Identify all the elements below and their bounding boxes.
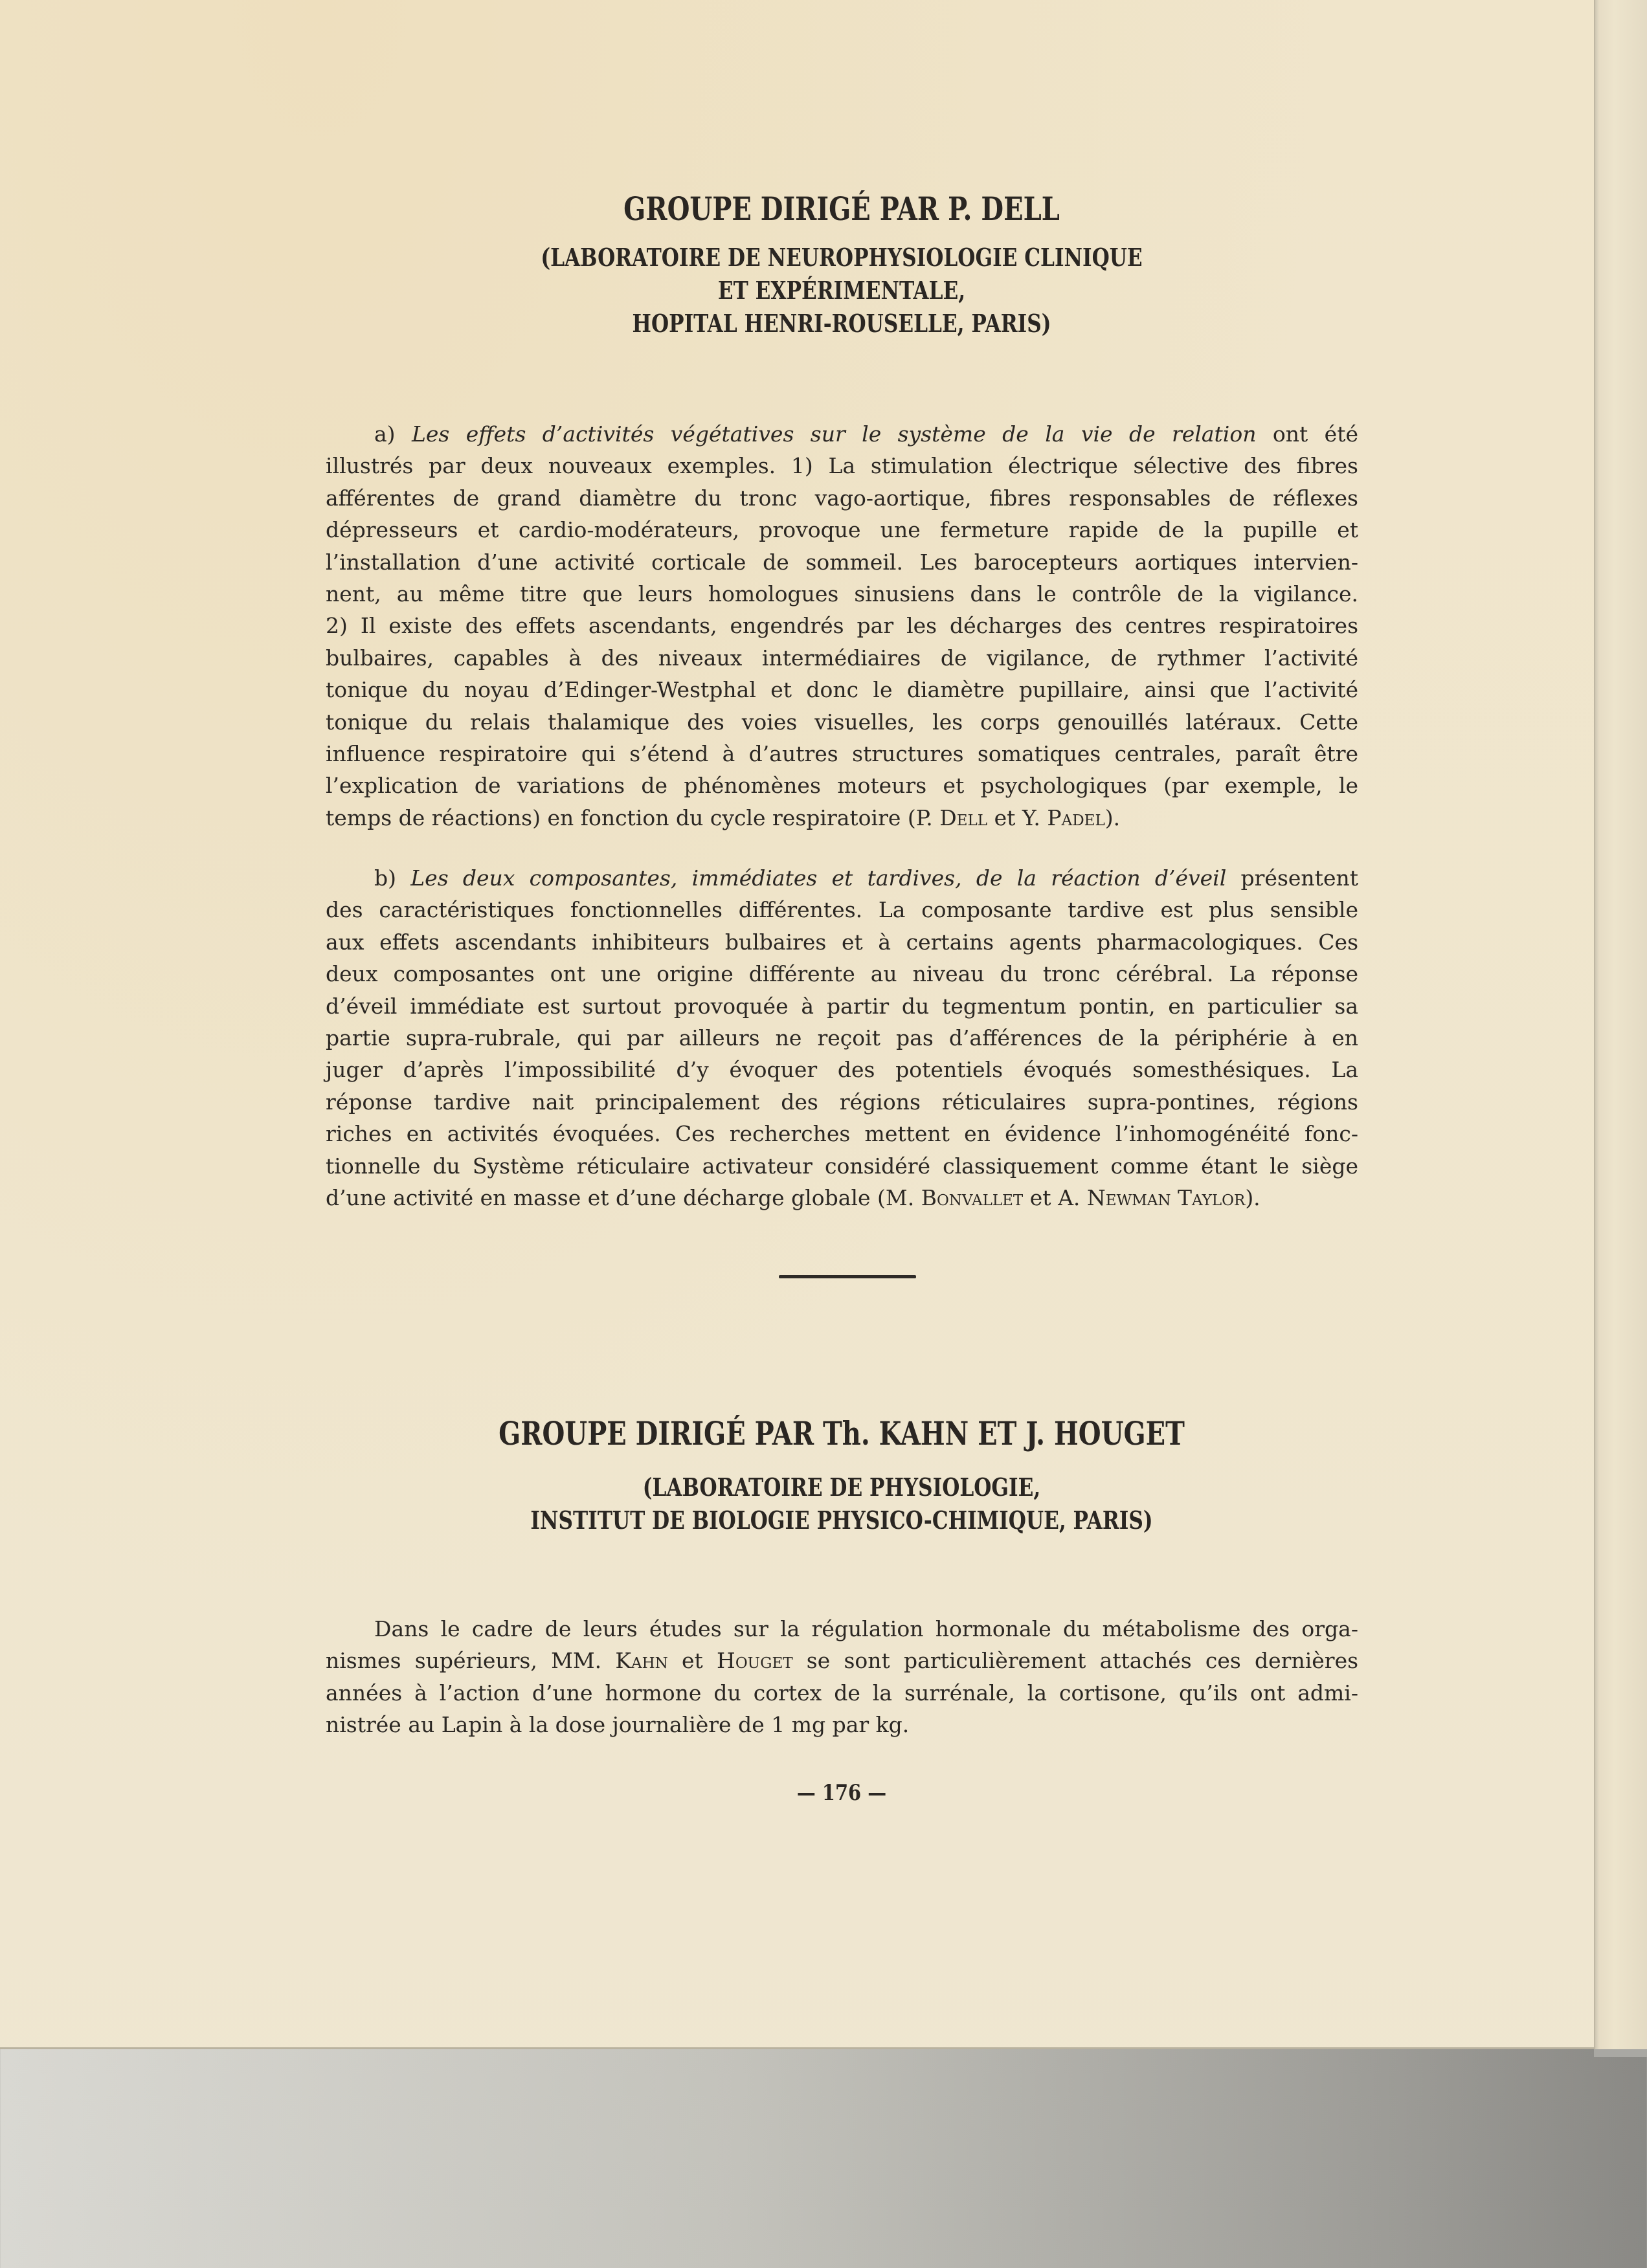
author-initial: M. [885, 1184, 915, 1210]
line-text: ont été [1272, 421, 1358, 447]
paragraph-line: années à l’action d’une hormone du cortex de la surrénale, la cortisone, qu’ils ont admi- [326, 1680, 1358, 1706]
item-label: b) [374, 865, 396, 891]
paragraph-line: partie supra-rubrale, qui par ailleurs ne reçoit pas d’afférences de la périphérie à en [326, 1025, 1358, 1051]
section1-title: GROUPE DIRIGÉ PAR P. DELL [623, 190, 1060, 228]
paragraph-line: des caractéristiques fonctionnelles différentes. La composante tardive est plus sensible [326, 897, 1358, 923]
paragraph-line: tionnelle du Système réticulaire activateur considéré classiquement comme étant le siège [326, 1153, 1358, 1179]
author-name: Bonvallet [921, 1184, 1024, 1210]
paragraph-line: influence respiratoire qui s’étend à d’autres structures somatiques centrales, paraît être [326, 740, 1358, 766]
paragraph-line [326, 1645, 1358, 1676]
page-bottom-edge [0, 2047, 1594, 2049]
section1-affiliation-line: (LABORATOIRE DE NEUROPHYSIOLOGIE CLINIQUE [541, 243, 1143, 272]
section2-affiliation [151, 1471, 1532, 1537]
author-name: Houget [717, 1648, 793, 1674]
paragraph-kahn-houget [326, 1613, 1358, 1741]
line-text: temps de réactions) en fonction du cycle respiratoire ( [326, 805, 916, 830]
section-separator-rule [779, 1275, 916, 1278]
page-fold-edge [1594, 0, 1647, 2049]
italic-lead: Les effets d’activités végétatives sur le système de la vie de relation [411, 421, 1257, 447]
line-text: nismes supérieurs, MM. [326, 1648, 602, 1674]
section1-affiliation [151, 241, 1532, 340]
author-name: Padel [1047, 805, 1105, 830]
paragraph-b [326, 862, 1358, 1214]
paragraph-line: tonique du relais thalamique des voies visuelles, les corps genouillés latéraux. Cette [326, 709, 1358, 735]
author-joiner: et [994, 805, 1016, 830]
section2-title: GROUPE DIRIGÉ PAR Th. KAHN ET J. HOUGET [499, 1414, 1185, 1452]
paragraph-line: juger d’après l’impossibilité d’y évoquer des potentiels évoqués somesthésiques. La [326, 1057, 1358, 1083]
author-joiner: et [1029, 1184, 1051, 1210]
line-text: d’une activité en masse et d’une décharge globale ( [326, 1184, 886, 1210]
author-joiner: et [682, 1648, 703, 1674]
author-initial: P. [915, 805, 933, 830]
paragraph-line: nistrée au Lapin à la dose journalière de 1 mg par kg. [326, 1712, 910, 1738]
author-name: Dell [939, 805, 988, 830]
paragraph-line [326, 802, 1358, 834]
paragraph-line: l’installation d’une activité corticale de sommeil. Les barocepteurs aortiques intervien- [326, 549, 1358, 575]
item-label: a) [374, 421, 396, 447]
paragraph-line: deux composantes ont une origine différente au niveau du tronc cérébral. La réponse [326, 961, 1358, 987]
closing-punct: ). [1104, 805, 1121, 830]
paragraph-line: illustrés par deux nouveaux exemples. 1) La stimulation électrique sélective des fibres [326, 453, 1358, 479]
paragraph-line: Dans le cadre de leurs études sur la régulation hormonale du métabolisme des orga- [374, 1616, 1358, 1641]
section1-affiliation-line: ET EXPÉRIMENTALE, [717, 276, 966, 305]
section2-affiliation-line: (LABORATOIRE DE PHYSIOLOGIE, [642, 1473, 1041, 1502]
paragraph-line [326, 862, 1358, 894]
paragraph-line: bulbaires, capables à des niveaux intermédiaires de vigilance, de rythmer l’activité [326, 645, 1358, 671]
paragraph-line: dépresseurs et cardio-modérateurs, provoque une fermeture rapide de la pupille et [326, 517, 1358, 543]
italic-lead: Les deux composantes, immédiates et tardives, de la réaction d’éveil [410, 865, 1227, 891]
author-initial: Y. [1022, 805, 1040, 830]
paragraph-line [326, 1182, 1358, 1214]
page-number: — 176 — [796, 1780, 887, 1806]
paragraph-line [326, 418, 1358, 450]
paragraph-line: aux effets ascendants inhibiteurs bulbaires et à certains agents pharmacologiques. Ces [326, 929, 1358, 955]
author-name: Newman Taylor [1086, 1184, 1246, 1210]
paragraph-line: riches en activités évoquées. Ces recherches mettent en évidence l’inhomogénéité fonc- [326, 1121, 1358, 1147]
paragraph-line: tonique du noyau d’Edinger-Westphal et donc le diamètre pupillaire, ainsi que l’activité [326, 677, 1358, 703]
author-initial: A. [1058, 1184, 1081, 1210]
section2-affiliation-line: INSTITUT DE BIOLOGIE PHYSICO-CHIMIQUE, PARIS) [530, 1506, 1153, 1535]
paragraph-line: 2) Il existe des effets ascendants, engendrés par les décharges des centres respiratoires [326, 613, 1358, 639]
line-text: se sont particulièrement attachés ces dernières [806, 1648, 1359, 1674]
author-name: Kahn [615, 1648, 668, 1674]
paragraph-line: l’explication de variations de phénomènes moteurs et psychologiques (par exemple, le [326, 773, 1358, 799]
line-text: présentent [1240, 865, 1358, 891]
section1-affiliation-line: HOPITAL HENRI-ROUSELLE, PARIS) [632, 309, 1051, 338]
paragraph-line: afférentes de grand diamètre du tronc vago-aortique, fibres responsables de réflexes [326, 485, 1358, 511]
page-fold-shadow [1594, 2049, 1647, 2057]
paragraph-line: réponse tardive nait principalement des régions réticulaires supra-pontines, régions [326, 1089, 1358, 1115]
paragraph-line: nent, au même titre que leurs homologues sinusiens dans le contrôle de la vigilance. [326, 581, 1358, 606]
closing-punct: ). [1245, 1184, 1260, 1210]
paragraph-a [326, 418, 1358, 834]
paragraph-line: d’éveil immédiate est surtout provoquée à partir du tegmentum pontin, en particulier sa [326, 993, 1358, 1019]
